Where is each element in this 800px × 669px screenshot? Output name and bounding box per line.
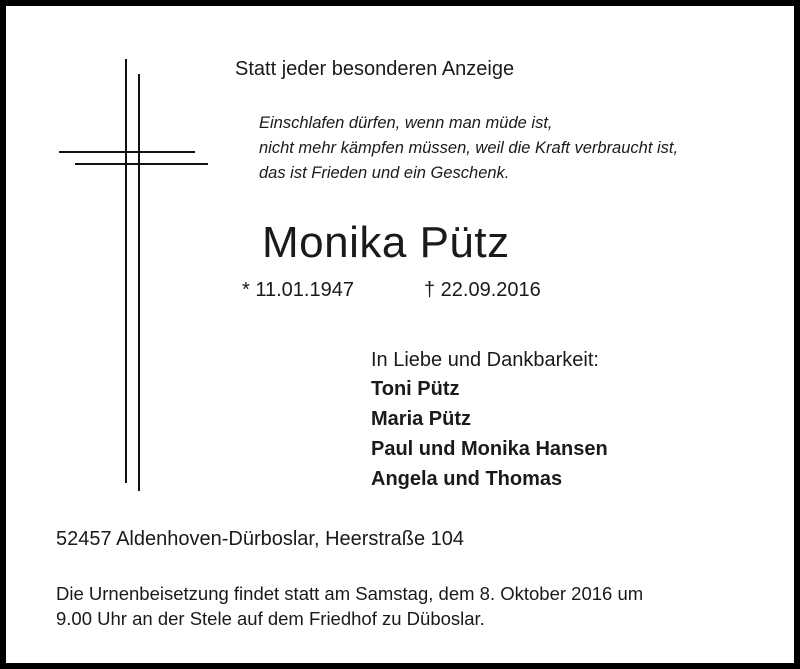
notice-header: Statt jeder besonderen Anzeige [235, 58, 515, 80]
cross-horizontal-line-bottom [75, 163, 208, 165]
verse-line: nicht mehr kämpfen müssen, weil die Kraft verbraucht ist, [259, 139, 679, 157]
mourner-name: Toni Pütz [371, 378, 460, 400]
ceremony-line: 9.00 Uhr an der Stele auf dem Friedhof zu Düboslar. [56, 608, 485, 629]
cross-horizontal-line-top [59, 151, 195, 153]
mourner-name: Maria Pütz [371, 408, 472, 430]
cross-vertical-line-right [138, 74, 140, 491]
cross-vertical-line-left [125, 59, 127, 483]
family-address: 52457 Aldenhoven-Dürboslar, Heerstraße 104 [56, 528, 465, 550]
deceased-name: Monika Pütz [262, 218, 510, 267]
mourner-name: Angela und Thomas [371, 468, 563, 490]
ceremony-line: Die Urnenbeisetzung findet statt am Samstag, dem 8. Oktober 2016 um [56, 583, 644, 604]
birth-date: * 11.01.1947 [242, 279, 354, 301]
verse-line: das ist Frieden und ein Geschenk. [259, 164, 510, 182]
mourner-name: Paul und Monika Hansen [371, 438, 608, 460]
mourners-intro: In Liebe und Dankbarkeit: [371, 349, 599, 371]
verse-line: Einschlafen dürfen, wenn man müde ist, [259, 114, 553, 132]
death-date: † 22.09.2016 [424, 279, 541, 301]
